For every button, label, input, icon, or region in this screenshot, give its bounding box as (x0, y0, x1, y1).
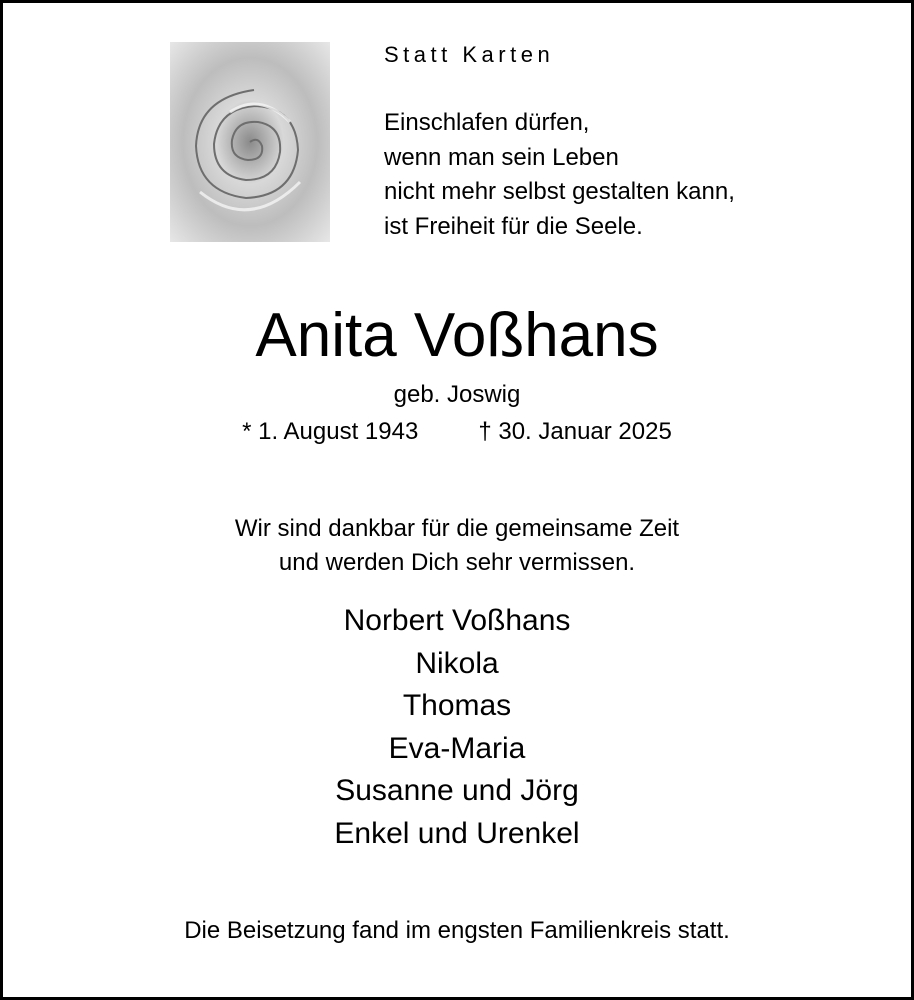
life-dates (0, 418, 914, 446)
mourner: Eva-Maria (388, 731, 526, 765)
poem (384, 106, 735, 244)
mourner: Nikola (415, 646, 499, 680)
thanks-line: und werden Dich sehr vermissen. (278, 549, 636, 576)
maiden-name: geb. Joswig (393, 381, 521, 408)
poem-line: ist Freiheit für die Seele. (384, 212, 643, 240)
mourner: Norbert Voßhans (343, 604, 571, 637)
poem-line: nicht mehr selbst gestalten kann, (384, 178, 735, 205)
statt-karten-label: Statt Karten (384, 42, 555, 67)
mourner: Susanne und Jörg (335, 774, 579, 807)
mourners-list (0, 600, 914, 855)
mourner: Thomas (402, 689, 512, 722)
rose-image (170, 42, 330, 242)
mourner: Enkel und Urenkel (334, 816, 580, 850)
burial-note: Die Beisetzung fand im engsten Familienkreis statt. (184, 917, 730, 944)
poem-line: wenn man sein Leben (384, 143, 619, 171)
thanks-text (0, 512, 914, 580)
deceased-name: Anita Voßhans (255, 301, 659, 370)
thanks-line: Wir sind dankbar für die gemeinsame Zeit (234, 515, 680, 542)
poem-line: Einschlafen dürfen, (384, 109, 590, 136)
birth-date: * 1. August 1943 (242, 418, 419, 445)
death-date: † 30. Januar 2025 (478, 418, 672, 445)
